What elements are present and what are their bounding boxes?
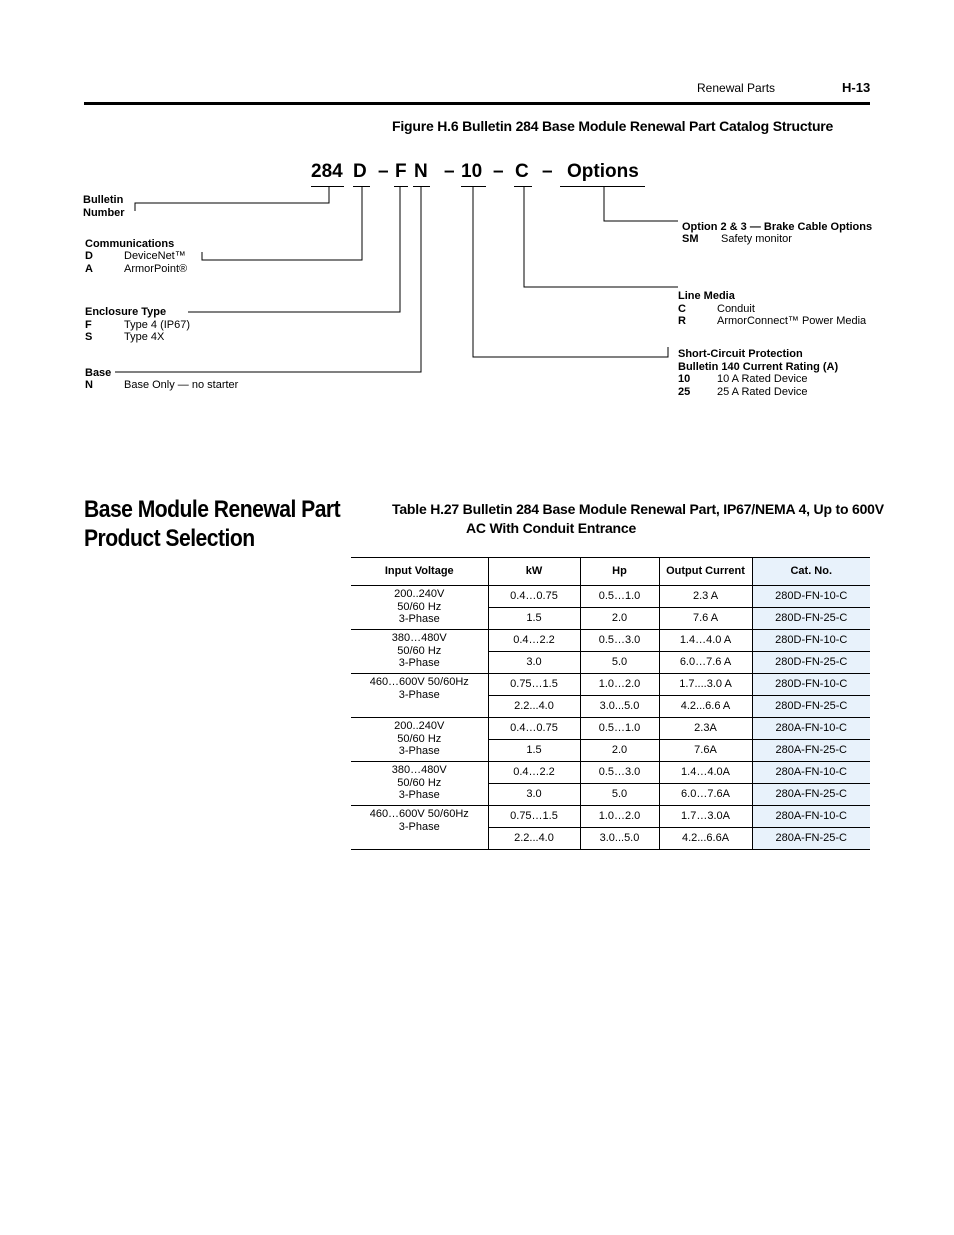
output-current-cell: 1.4…4.0 A [659,630,752,652]
column-header: Cat. No. [752,558,870,586]
table-row [351,718,870,740]
output-current-cell: 7.6A [659,740,752,762]
cat-no-cell: 280D-FN-10-C [752,630,870,652]
table-caption: Table H.27 Bulletin 284 Base Module Renewal Part, IP67/NEMA 4, Up to 600V AC With Conduit Entrance [392,501,884,536]
cat-no-cell: 280A-FN-25-C [752,784,870,806]
hp-cell: 0.5…1.0 [580,586,659,608]
cat-no-cell: 280A-FN-10-C [752,806,870,828]
output-current-cell: 1.4…4.0A [659,762,752,784]
column-header: Input Voltage [351,558,488,586]
input-voltage-line: 3-Phase [398,657,440,669]
base-option: N Base Only — no starter [85,379,239,391]
input-voltage-cell [351,586,488,630]
hp-cell: 2.0 [580,608,659,630]
code-dash: – [493,161,504,182]
code-options: Options [567,161,639,182]
leader-communications [202,187,362,260]
hp-cell: 1.0…2.0 [580,806,659,828]
input-voltage-cell [351,630,488,674]
input-voltage-line: 200..240V [394,720,445,732]
code-media: C [515,161,529,182]
output-current-cell: 6.0…7.6 A [659,652,752,674]
communications-option: D DeviceNet™ [85,250,186,262]
code-enclosure: F [395,161,407,182]
renewal-parts-table [351,557,870,850]
output-current-cell: 4.2...6.6 A [659,696,752,718]
scp-option: 25 25 A Rated Device [678,386,808,398]
leader-base [115,187,421,372]
page-number: H-13 [842,80,871,95]
hp-cell: 0.5…3.0 [580,630,659,652]
table-header-row [351,558,870,586]
input-voltage-cell [351,674,488,718]
input-voltage-line: 3-Phase [398,688,440,701]
kw-cell: 0.75…1.5 [488,806,580,828]
column-header: Hp [580,558,659,586]
output-current-cell: 1.7…3.0A [659,806,752,828]
code-scp: 10 [461,161,483,182]
input-voltage-line: 50/60 Hz [397,732,442,745]
line-media-title: Line Media [678,290,735,302]
code-dash: – [378,161,389,182]
kw-cell: 0.4…2.2 [488,762,580,784]
hp-cell: 3.0...5.0 [580,696,659,718]
figure-caption: Figure H.6 Bulletin 284 Base Module Renewal Part Catalog Structure [392,118,834,134]
cat-no-cell: 280A-FN-10-C [752,718,870,740]
hp-cell: 3.0...5.0 [580,828,659,850]
kw-cell: 3.0 [488,784,580,806]
code-dash: – [542,161,553,182]
communications-title: Communications [85,238,175,250]
leader-enclosure [188,187,400,312]
table-row [351,586,870,608]
input-voltage-line: 380…480V [391,632,447,644]
section-heading: Base Module Renewal Part Product Selection [84,496,341,552]
code-dash: – [444,161,455,182]
table-row [351,806,870,828]
kw-cell: 1.5 [488,608,580,630]
input-voltage-line: 200..240V [394,588,445,600]
output-current-cell: 2.3 A [659,586,752,608]
input-voltage-line: 50/60 Hz [397,644,442,657]
line-media-option: C Conduit [678,303,755,315]
enclosure-option: S Type 4X [85,331,165,343]
input-voltage-line: 3-Phase [398,745,440,757]
enclosure-title: Enclosure Type [85,306,167,318]
cat-no-cell: 280A-FN-25-C [752,828,870,850]
kw-cell: 0.4…0.75 [488,586,580,608]
table-row [351,762,870,784]
column-header: Output Current [659,558,752,586]
kw-cell: 0.4…0.75 [488,718,580,740]
cat-no-cell: 280D-FN-10-C [752,674,870,696]
scp-title: Short-Circuit Protection Bulletin 140 Current Rating (A) [678,348,839,373]
header-section-name: Renewal Parts [697,81,776,95]
table-row [351,674,870,696]
output-current-cell: 1.7....3.0 A [659,674,752,696]
scp-option: 10 10 A Rated Device [678,373,808,385]
input-voltage-line: 380…480V [391,764,447,776]
input-voltage-line: 3-Phase [398,613,440,625]
hp-cell: 0.5…3.0 [580,762,659,784]
output-current-cell: 7.6 A [659,608,752,630]
input-voltage-line: 3-Phase [398,820,440,833]
kw-cell: 2.2...4.0 [488,696,580,718]
output-current-cell: 4.2...6.6A [659,828,752,850]
input-voltage-cell [351,718,488,762]
input-voltage-line: 460…600V 50/60Hz [369,676,469,688]
hp-cell: 5.0 [580,652,659,674]
kw-cell: 1.5 [488,740,580,762]
cat-no-cell: 280A-FN-10-C [752,762,870,784]
hp-cell: 5.0 [580,784,659,806]
input-voltage-line: 460…600V 50/60Hz [369,808,469,820]
output-current-cell: 6.0…7.6A [659,784,752,806]
hp-cell: 2.0 [580,740,659,762]
kw-cell: 0.4…2.2 [488,630,580,652]
communications-option: A ArmorPoint® [85,263,188,275]
input-voltage-line: 50/60 Hz [397,600,442,613]
column-header: kW [488,558,580,586]
leader-line-media [524,187,678,287]
enclosure-option: F Type 4 (IP67) [85,319,191,331]
output-current-cell: 2.3A [659,718,752,740]
input-voltage-line: 50/60 Hz [397,776,442,789]
base-title: Base [85,367,112,379]
code-communications: D [353,161,367,182]
kw-cell: 3.0 [488,652,580,674]
code-base: N [414,161,428,182]
bulletin-number-label: Bulletin Number [83,194,125,219]
cat-no-cell: 280D-FN-25-C [752,608,870,630]
cat-no-cell: 280D-FN-25-C [752,696,870,718]
options-option: SM Safety monitor [682,233,792,245]
cat-no-cell: 280D-FN-10-C [752,586,870,608]
input-voltage-cell [351,762,488,806]
input-voltage-cell [351,806,488,850]
kw-cell: 2.2...4.0 [488,828,580,850]
options-title: Option 2 & 3 — Brake Cable Options [682,221,873,233]
leader-bulletin [135,187,329,211]
cat-no-cell: 280A-FN-25-C [752,740,870,762]
leader-scp [473,187,668,357]
leader-options [604,187,678,221]
code-bulletin: 284 [311,161,343,182]
line-media-option: R ArmorConnect™ Power Media [678,315,867,327]
cat-no-cell: 280D-FN-25-C [752,652,870,674]
hp-cell: 0.5…1.0 [580,718,659,740]
table-row [351,630,870,652]
input-voltage-line: 3-Phase [398,789,440,801]
hp-cell: 1.0…2.0 [580,674,659,696]
kw-cell: 0.75…1.5 [488,674,580,696]
